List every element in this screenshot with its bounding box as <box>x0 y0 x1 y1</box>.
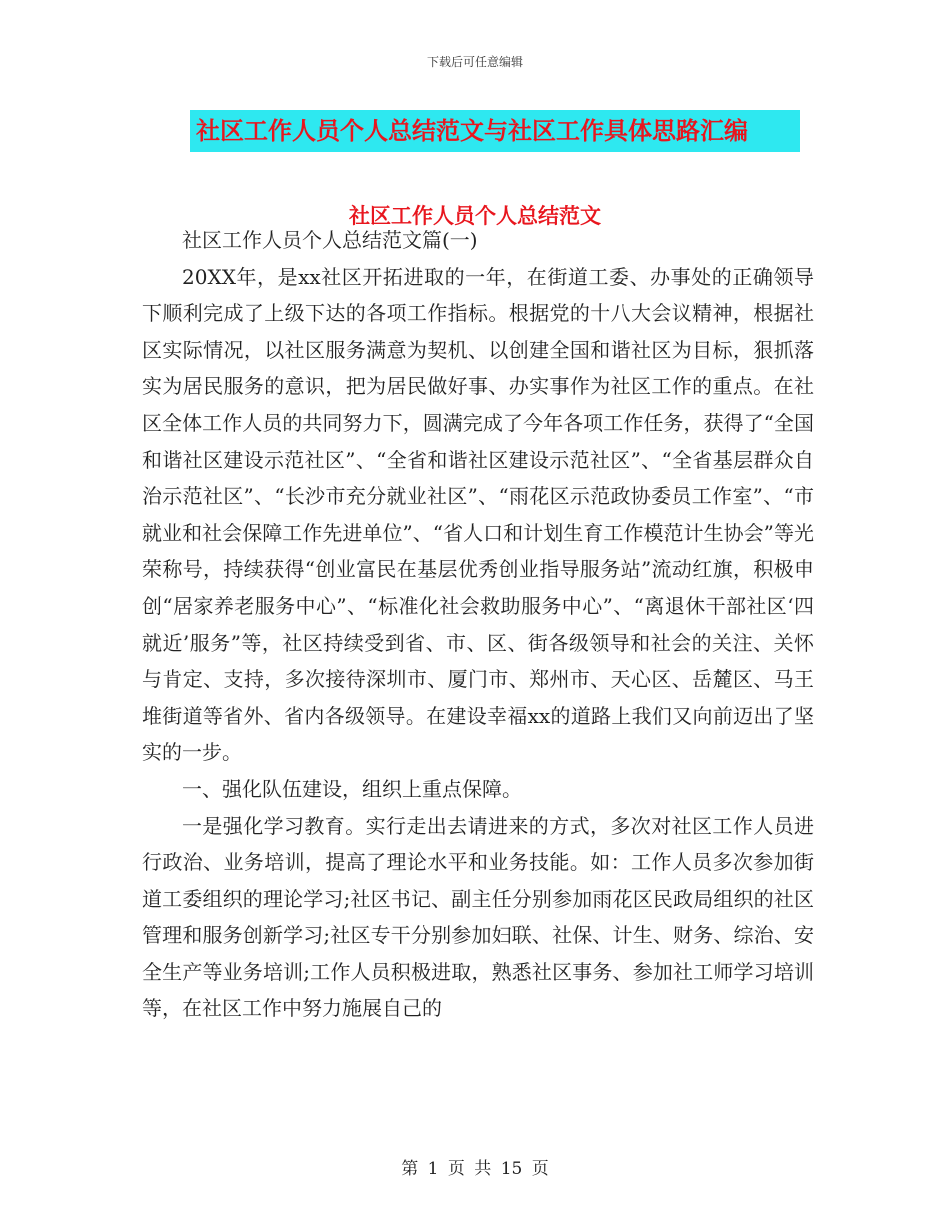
paragraph-study: 一是强化学习教育。实行走出去请进来的方式，多次对社区工作人员进行政治、业务培训，提高了理论水平和业务技能。如：工作人员多次参加街道工委组织的理论学习;社区书记、副主任分别参加雨花区民政局组织的社区管理和服务创新学习;社区专干分别参加妇联、社保、计生、财务、综治、安全生产等业务培训;工作人员积极进取，熟悉社区事务、参加社工师学习培训等，在社区工作中努力施展自己的 <box>142 813 814 1021</box>
paragraph-intro: 20XX年，是xx社区开拓进取的一年，在街道工委、办事处的正确领导下顺利完成了上级下达的各项工作指标。根据党的十八大会议精神，根据社区实际情况，以社区服务满意为契机、以创建全国和谐社区为目标，狠抓落实为居民服务的意识，把为居民做好事、办实事作为社区工作的重点。在社区全体工作人员的共同努力下，圆满完成了今年各项工作任务，获得了“全国和谐社区建设示范社区”、“全省和谐社区建设示范社区”、“全省基层群众自治示范社区”、“长沙市充分就业社区”、“雨花区示范政协委员工作室”、“市就业和社会保障工作先进单位”、“省人口和计划生育工作模范计生协会”等光荣称号，持续获得“创业富民在基层优秀创业指导服务站”流动红旗，积极申创“居家养老服务中心”、“标准化社会救助服务中心”、“离退休干部社区‘四就近’服务”等，社区持续受到省、市、区、街各级领导和社会的关注、关怀与肯定、支持，多次接待深圳市、厦门市、郑州市、天心区、岳麓区、马王堆街道等省外、省内各级领导。在建设幸福xx的道路上我们又向前迈出了坚实的一步。 <box>142 264 814 765</box>
page-header-note: 下载后可任意编辑 <box>426 55 523 69</box>
section-subtitle: 社区工作人员个人总结范文 <box>349 203 601 228</box>
paragraph-heading: 社区工作人员个人总结范文篇(一) <box>182 228 478 252</box>
document-body <box>142 222 814 1027</box>
paragraph-section-heading: 一、强化队伍建设，组织上重点保障。 <box>182 776 522 801</box>
document-title-text: 社区工作人员个人总结范文与社区工作具体思路汇编 <box>196 116 748 145</box>
document-title <box>190 110 800 152</box>
page-number: 第 1 页 共 15 页 <box>401 1159 549 1179</box>
